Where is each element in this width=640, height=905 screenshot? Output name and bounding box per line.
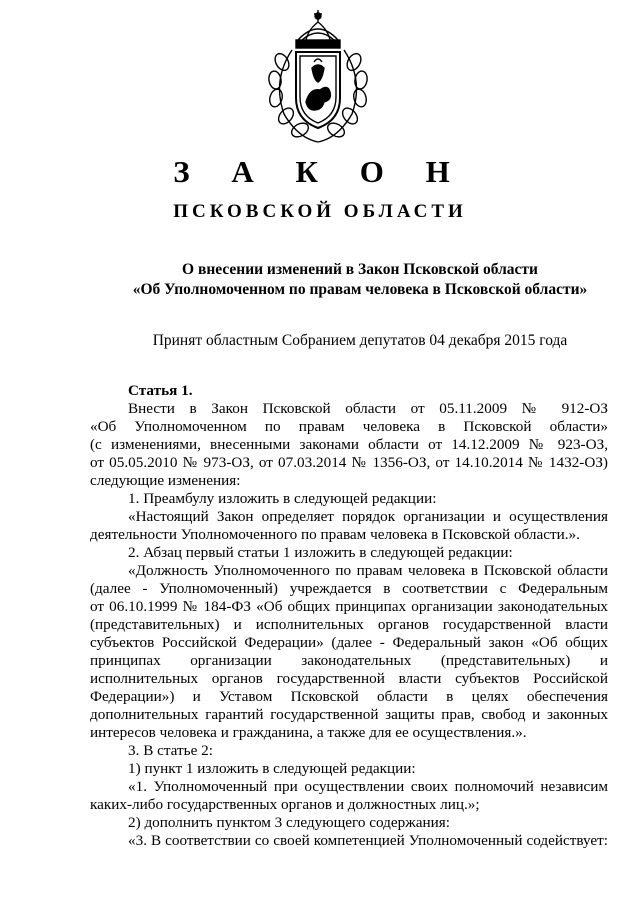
body-line: деятельности Уполномоченного по правам человека в Псковской области.». — [90, 526, 580, 543]
body-line: от 06.10.1999 № 184-ФЗ «Об общих принципах организации законодательных — [90, 598, 608, 615]
body-line: 2. Абзац первый статьи 1 изложить в следующей редакции: — [128, 544, 513, 561]
law-heading — [0, 260, 640, 300]
body-line: «Настоящий Закон определяет порядок организации и осуществления — [128, 508, 608, 525]
body-line: 3. В статье 2: — [128, 742, 213, 759]
body-line: «1. Уполномоченный при осуществлении своих полномочий независим — [128, 778, 608, 795]
body-line: исполнительных органов государственной власти субъектов Российской — [90, 670, 608, 687]
crown-icon — [296, 10, 340, 48]
region-subtitle: ПСКОВСКОЙ ОБЛАСТИ — [173, 201, 467, 222]
body-line: 1. Преамбулу изложить в следующей редакции: — [128, 490, 437, 507]
shield-icon — [296, 52, 340, 128]
body-line: (представительных) и исполнительных органов государственной власти — [90, 616, 608, 633]
law-title: З А К О Н — [173, 154, 467, 189]
body-line: «Должность Уполномоченного по правам человека в Псковской области — [128, 562, 608, 579]
body-line: 1) пункт 1 изложить в следующей редакции: — [128, 760, 416, 777]
body-line: следующие изменения: — [90, 472, 241, 489]
heading-line: «Об Уполномоченном по правам человека в Псковской области» — [132, 281, 588, 298]
coat-of-arms-emblem — [262, 10, 374, 146]
body-line: субъектов Российской Федерации» (далее - Федеральный закон «Об общих — [90, 634, 608, 651]
body-line: Федерации») и Уставом Псковской области в целях обеспечения — [90, 688, 608, 705]
body-line: каких-либо государственных органов и должностных лиц.»; — [90, 796, 480, 813]
body-line: «3. В соответствии со своей компетенцией Уполномоченный содействует: — [128, 832, 608, 849]
body-line: дополнительных гарантий государственной защиты прав, свобод и законных — [90, 706, 608, 723]
body-line: от 05.05.2010 № 973-ОЗ, от 07.03.2014 № 1356-ОЗ, от 14.10.2014 № 1432-ОЗ) — [90, 454, 608, 471]
body-line: Внести в Закон Псковской области от 05.11.2009 № 912-ОЗ — [128, 400, 608, 417]
adoption-note: Принят областным Собранием депутатов 04 декабря 2015 года — [152, 332, 568, 349]
body-line: 2) дополнить пунктом 3 следующего содержания: — [128, 814, 450, 831]
body-line: (далее - Уполномоченный) учреждается в соответствии с Федеральным — [90, 580, 608, 597]
body-line: «Об Уполномоченном по правам человека в Псковской области» — [90, 418, 608, 435]
article-heading: Статья 1. — [128, 382, 193, 399]
law-body-text — [90, 382, 608, 850]
heading-line: О внесении изменений в Закон Псковской области — [182, 261, 538, 278]
body-line: принципах организации законодательных (представительных) и — [90, 652, 608, 669]
body-line: (с изменениями, внесенными законами области от 14.12.2009 № 923-ОЗ, — [90, 436, 608, 453]
body-line: интересов человека и гражданина, а также для ее осуществления.». — [90, 724, 527, 741]
